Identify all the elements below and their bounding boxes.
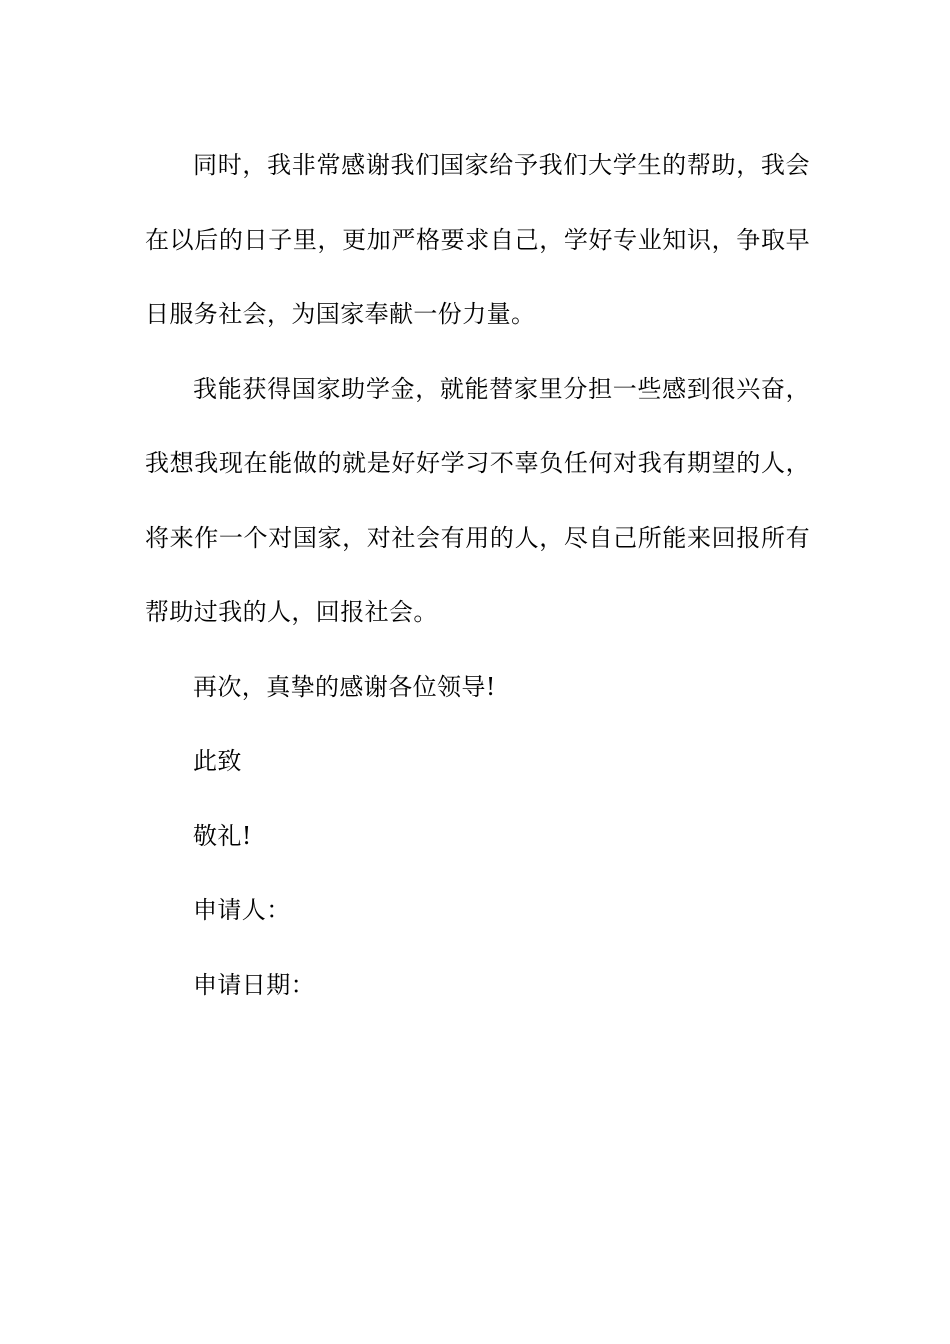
closing-salutation-1: 此致 [193, 747, 242, 775]
paragraph-scholarship: 我能获得国家助学金，就能替家里分担一些感到很兴奋，我想我现在能做的就是好好学习不辜负任何对我有期望的人，将来作一个对国家，对社会有用的人，尽自己所能来回报所有帮助过我的人，回报社会。 [145, 374, 810, 626]
letter-body [145, 128, 810, 1022]
application-date-label: 申请日期： [193, 970, 315, 999]
paragraph-thanks-again: 再次，真挚的感谢各位领导! [193, 672, 496, 701]
applicant-label: 申请人： [193, 896, 291, 924]
closing-salutation-2: 敬礼! [193, 821, 252, 850]
paragraph-gratitude: 同时，我非常感谢我们国家给予我们大学生的帮助，我会在以后的日子里，更加严格要求自己，学好专业知识，争取早日服务社会，为国家奉献一份力量。 [145, 151, 810, 328]
